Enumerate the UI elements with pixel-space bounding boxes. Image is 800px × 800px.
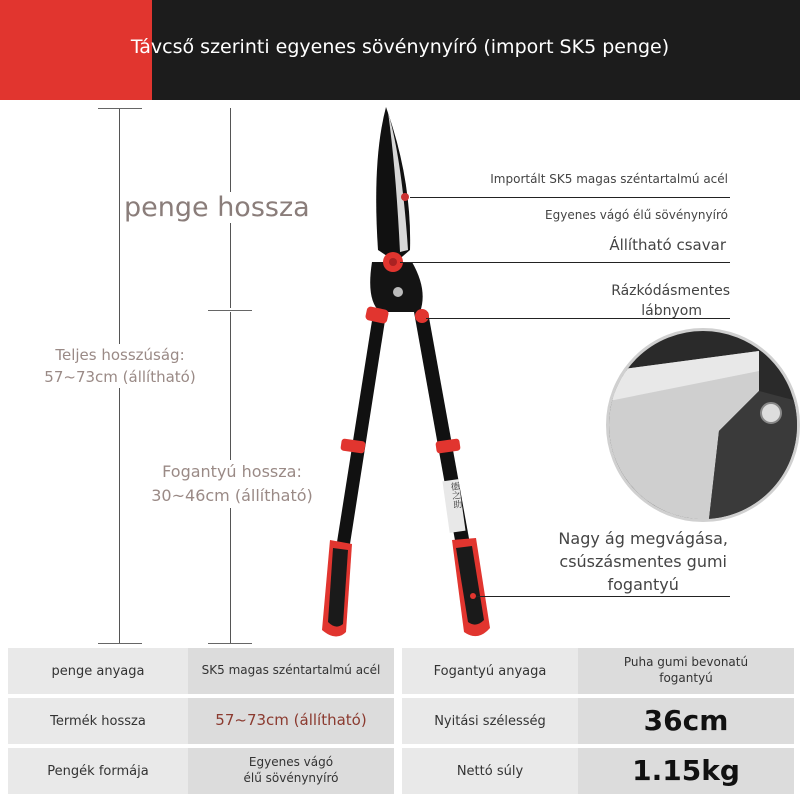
steel-leader <box>410 197 730 198</box>
spec-row-2-right <box>402 698 794 744</box>
left-handle <box>337 308 386 544</box>
callout-grip-line2: csúszásmentes gumi <box>559 552 727 571</box>
spec-value-line2: élű sövénynyíró <box>243 771 339 785</box>
spec-value-line2: fogantyú <box>659 671 713 685</box>
spec-value: 57~73cm (állítható) <box>188 698 394 744</box>
blade-length-label: penge hossza <box>124 192 310 223</box>
callout-shock-line2: lábnyom <box>641 303 702 319</box>
callout-grip-line3: fogantyú <box>607 575 679 594</box>
handle-sticker-label: 德之助 <box>448 481 462 510</box>
spec-value <box>578 648 794 694</box>
spec-row-1-right <box>402 648 794 694</box>
callout-screw: Állítható csavar <box>609 236 726 254</box>
spec-label: Nettó súly <box>402 748 578 794</box>
spec-label: penge anyaga <box>8 648 188 694</box>
spec-row-3-left <box>8 748 394 794</box>
spec-value-line1: Egyenes vágó <box>248 755 334 770</box>
total-length-value: 57~73cm (állítható) <box>44 368 196 386</box>
callout-blade-type: Egyenes vágó élű sövénynyíró <box>545 208 728 222</box>
spec-value: 36cm <box>578 698 794 744</box>
blade-rivet <box>401 193 409 201</box>
screw-leader <box>400 262 730 263</box>
spec-label: Pengék formája <box>8 748 188 794</box>
handle-length-value: 30~46cm (állítható) <box>151 486 313 505</box>
spec-row-2-left <box>8 698 394 744</box>
callout-steel: Importált SK5 magas széntartalmú acél <box>490 172 728 186</box>
callout-grip <box>558 527 728 596</box>
callout-grip-line1: Nagy ág megvágása, <box>558 529 728 548</box>
blade-closeup <box>606 328 800 522</box>
pivot-bolt <box>393 287 403 297</box>
spec-row-3-right <box>402 748 794 794</box>
callout-shock <box>611 281 730 321</box>
callout-shock-line1: Rázkódásmentes <box>611 283 730 299</box>
handle-length-title: Fogantyú hossza: <box>162 462 302 481</box>
spec-row-1-left <box>8 648 394 694</box>
total-length-title: Teljes hosszúság: <box>55 346 185 364</box>
spec-value-line1: Puha gumi bevonatú <box>623 655 749 670</box>
spec-value <box>188 748 394 794</box>
spec-value: SK5 magas széntartalmú acél <box>188 648 394 694</box>
blade-closeup-graphic <box>609 331 797 519</box>
grip-leader <box>476 596 730 597</box>
spec-label: Termék hossza <box>8 698 188 744</box>
spec-label: Fogantyú anyaga <box>402 648 578 694</box>
spec-label: Nyitási szélesség <box>402 698 578 744</box>
spec-value: 1.15kg <box>578 748 794 794</box>
page-title: Távcső szerinti egyenes sövénynyíró (import SK5 penge) <box>130 36 670 58</box>
